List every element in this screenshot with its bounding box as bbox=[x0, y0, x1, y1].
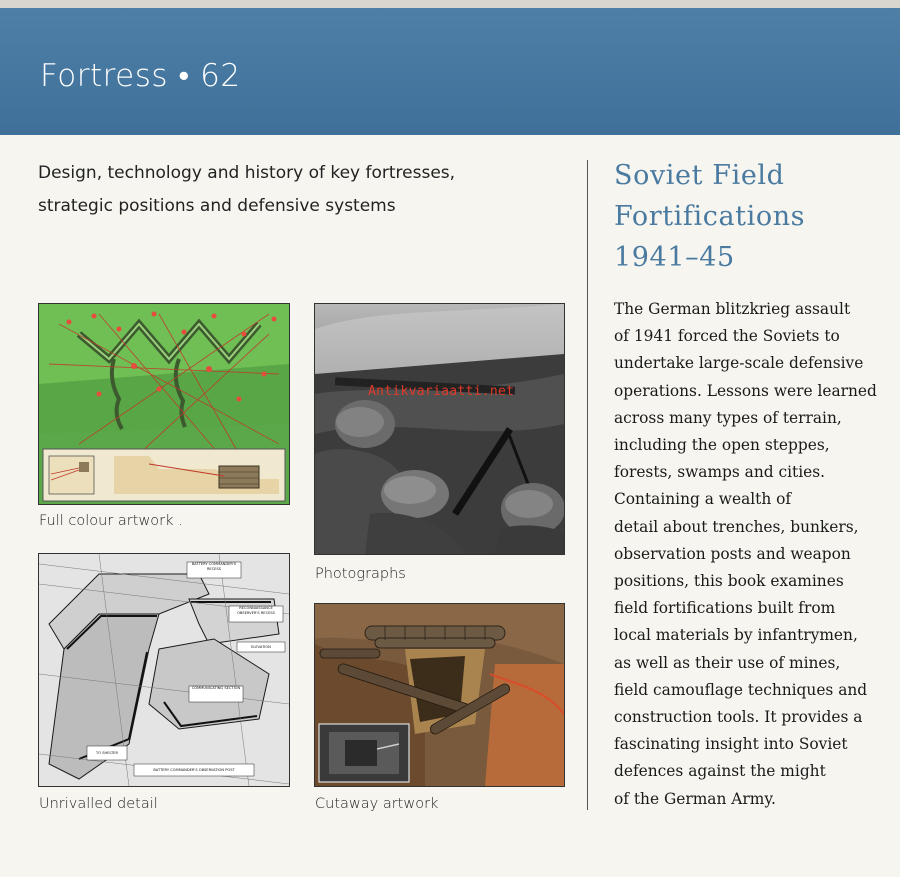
series-banner bbox=[0, 8, 900, 135]
series-title: Fortress • 62 bbox=[40, 58, 241, 94]
diagram-label: COMMUNICATING SECTION bbox=[191, 686, 241, 690]
blurb-line: as well as their use of mines, bbox=[614, 653, 841, 672]
cutaway-artwork-image bbox=[314, 603, 565, 787]
trench-line-drawing bbox=[39, 554, 289, 786]
detail-drawing-image bbox=[38, 553, 290, 787]
blurb-line: of the German Army. bbox=[614, 789, 776, 808]
detail-caption: Unrivalled detail bbox=[39, 796, 158, 812]
tagline-line-2: strategic positions and defensive systems bbox=[38, 196, 396, 216]
series-tagline bbox=[38, 157, 578, 223]
blurb-line: field fortifications built from bbox=[614, 599, 836, 618]
blurb-line: observation posts and weapon bbox=[614, 544, 851, 563]
blurb-line: forests, swamps and cities. bbox=[614, 463, 826, 482]
blurb-line: across many types of terrain, bbox=[614, 408, 842, 427]
soldiers-photograph bbox=[315, 304, 564, 554]
diagram-label: TO SHELTER bbox=[96, 751, 118, 755]
blurb-line: fascinating insight into Soviet bbox=[614, 735, 848, 754]
photograph-image bbox=[314, 303, 565, 555]
blurb-line: construction tools. It provides a bbox=[614, 708, 863, 727]
blurb-line: detail about trenches, bunkers, bbox=[614, 517, 859, 536]
blurb-line: defences against the might bbox=[614, 762, 826, 781]
watermark: Antikvariaatti.net bbox=[368, 384, 515, 399]
book-title-line-2: Fortifications bbox=[614, 201, 806, 232]
book-title bbox=[614, 155, 894, 278]
blurb-line: field camouflage techniques and bbox=[614, 680, 868, 699]
top-edge bbox=[0, 0, 900, 8]
book-title-line-1: Soviet Field bbox=[614, 160, 785, 191]
trench-map-illustration bbox=[39, 304, 289, 504]
colour-artwork-image bbox=[38, 303, 290, 505]
diagram-label: BATTERY COMMANDER'S OBSERVATION POST bbox=[153, 768, 235, 772]
colour-artwork-caption: Full colour artwork . bbox=[39, 513, 183, 529]
blurb-line: of 1941 forced the Soviets to bbox=[614, 327, 840, 346]
blurb-line: including the open steppes, bbox=[614, 436, 830, 455]
book-blurb bbox=[614, 296, 898, 813]
blurb-line: local materials by infantrymen, bbox=[614, 626, 858, 645]
bunker-cutaway-illustration bbox=[315, 604, 564, 786]
book-title-line-3: 1941–45 bbox=[614, 242, 735, 273]
blurb-line: positions, this book examines bbox=[614, 572, 844, 591]
tagline-line-1: Design, technology and history of key fortresses, bbox=[38, 163, 456, 183]
column-divider bbox=[587, 160, 588, 810]
blurb-line: operations. Lessons were learned bbox=[614, 381, 877, 400]
diagram-label: BATTERY COMMANDER'S RECESS bbox=[191, 562, 237, 572]
blurb-line: undertake large-scale defensive bbox=[614, 354, 864, 373]
photograph-caption: Photographs bbox=[315, 566, 406, 582]
diagram-label: RECONNAISSANCE OBSERVER'S RECESS bbox=[237, 606, 275, 616]
blurb-line: The German blitzkrieg assault bbox=[614, 300, 851, 318]
diagram-label: ELEVATION bbox=[251, 645, 271, 649]
blurb-line: Containing a wealth of bbox=[614, 490, 792, 509]
cutaway-caption: Cutaway artwork bbox=[315, 796, 439, 812]
